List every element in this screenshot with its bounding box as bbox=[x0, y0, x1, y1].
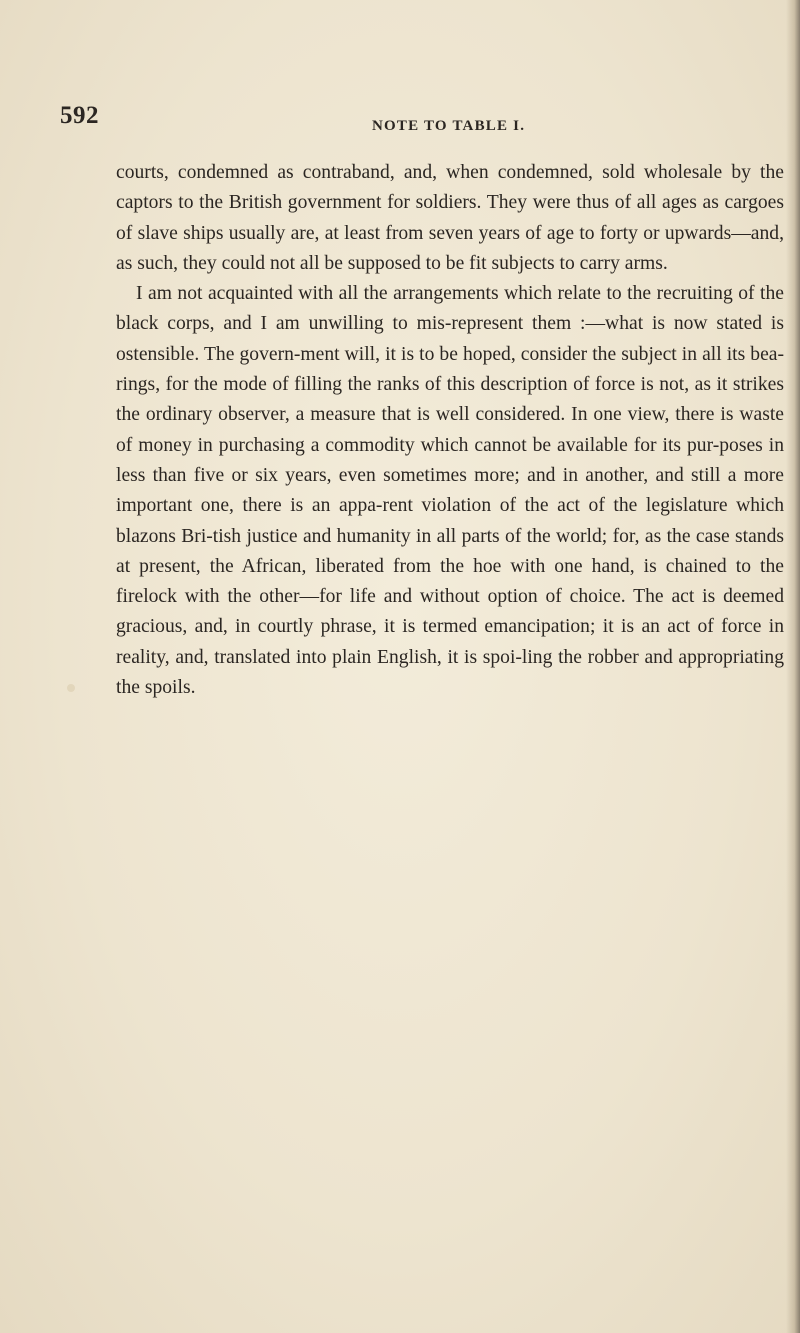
paragraph-1: courts, condemned as contraband, and, when condemned, sold wholesale by the captors to the British government for soldiers. They were thus of all ages as cargoes of slave ships usually are, at least from seven years of age to forty or upwards—and, as such, they could not all be supposed to be fit subjects to carry arms. bbox=[116, 162, 784, 274]
page-number: 592 bbox=[60, 102, 99, 129]
body-text bbox=[116, 158, 784, 703]
running-head: NOTE TO TABLE I. bbox=[372, 118, 526, 134]
paragraph-2: I am not acquainted with all the arrangements which relate to the recruiting of the black corps, and I am unwilling to mis-represent them :—what is now stated is ostensible. The govern-ment will, it is to be hoped, consider the subject in all its bea-rings, for the mode of filling the ranks of this description of force is not, as it strikes the ordinary observer, a measure that is well considered. In one view, there is waste of money in purchasing a commodity which cannot be available for its pur-poses in less than five or six years, even sometimes more; and in another, and still a more important one, there is an appa-rent violation of the act of the legislature which blazons Bri-tish justice and humanity in all parts of the world; for, as the case stands at present, the African, liberated from the hoe with one hand, is chained to the firelock with the other—for life and without option of choice. The act is deemed gracious, and, in courtly phrase, it is termed emancipation; it is an act of force in reality, and, translated into plain English, it is spoi-ling the robber and appropriating the spoils. bbox=[116, 283, 784, 699]
page-edge-shadow bbox=[786, 0, 800, 1333]
paper-blemish bbox=[67, 684, 75, 692]
